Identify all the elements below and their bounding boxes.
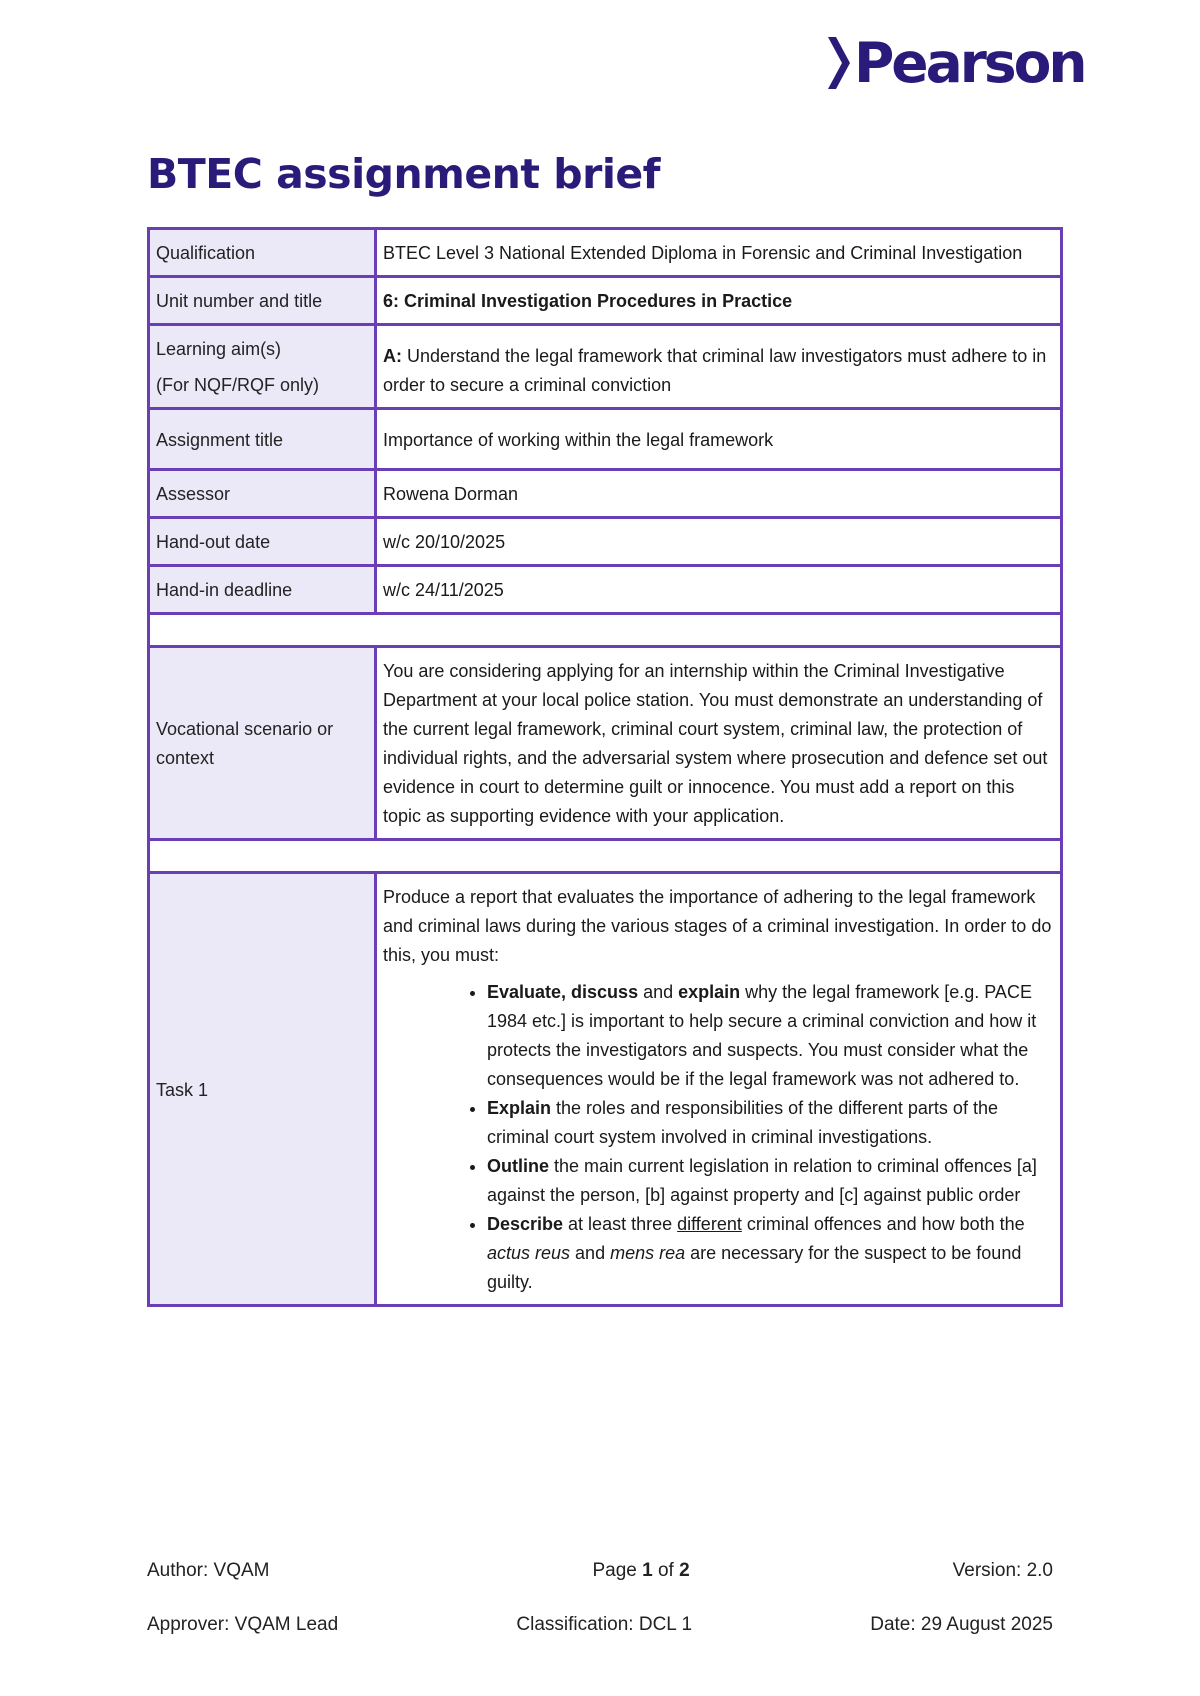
handin-row	[149, 566, 1062, 614]
learning-aims-value	[376, 325, 1062, 409]
footer-version: Version: 2.0	[952, 1560, 1053, 1581]
bullet-keyword: explain	[678, 982, 741, 1002]
page-current: 1	[642, 1560, 653, 1581]
assessor-value: Rowena Dorman	[376, 470, 1062, 518]
pearson-logo	[826, 30, 1085, 96]
assignment-title-row	[149, 409, 1062, 470]
task-bullet-outline	[487, 1152, 1054, 1210]
bullet-italic: mens rea	[610, 1243, 686, 1263]
bullet-keyword: Explain	[487, 1098, 552, 1118]
learning-aims-label-line1: Learning aim(s)	[156, 339, 282, 359]
footer-author: Author: VQAM	[147, 1560, 270, 1581]
learning-aims-row	[149, 325, 1062, 409]
page-prefix: Page	[592, 1560, 643, 1581]
unit-row	[149, 277, 1062, 325]
task-intro: Produce a report that evaluates the importance of adhering to the legal framework and criminal laws during the various stages of a criminal investigation. In order to do this, you must:	[383, 887, 1052, 965]
bullet-text: and	[638, 982, 679, 1002]
learning-aims-label	[149, 325, 376, 409]
assignment-brief-table	[147, 227, 1063, 1307]
bullet-italic: actus reus	[487, 1243, 571, 1263]
handout-row	[149, 518, 1062, 566]
handin-value: w/c 24/11/2025	[376, 566, 1062, 614]
footer-row-2	[147, 1614, 1053, 1636]
pearson-logo-text: Pearson	[854, 30, 1085, 95]
unit-value: 6: Criminal Investigation Procedures in Practice	[376, 277, 1062, 325]
spacer-row	[149, 614, 1062, 647]
handout-value: w/c 20/10/2025	[376, 518, 1062, 566]
task-row	[149, 873, 1062, 1306]
task-bullet-explain	[487, 1094, 1054, 1152]
bullet-text: the roles and responsibilities of the different parts of the criminal court system involved in criminal investigations.	[487, 1098, 998, 1147]
assessor-row	[149, 470, 1062, 518]
bullet-keyword: Describe	[487, 1214, 564, 1234]
pearson-logo-mark-icon	[826, 35, 852, 91]
scenario-value: You are considering applying for an internship within the Criminal Investigative Department at your local police station. You must demonstrate an understanding of the current legal framework, criminal court system, criminal law, the protection of individual rights, and the adversarial system where prosecution and defence set out evidence in court to determine guilt or innocence. You must add a report on this topic as supporting evidence with your application.	[376, 647, 1062, 840]
bullet-text: are necessary for the suspect to be found guilty.	[487, 1243, 1022, 1292]
unit-label: Unit number and title	[149, 277, 376, 325]
task-bullet-describe	[487, 1210, 1054, 1297]
assignment-title-value: Importance of working within the legal framework	[376, 409, 1062, 470]
aim-letter: A:	[383, 346, 402, 366]
bullet-text: why the legal framework [e.g. PACE 1984 etc.] is important to help secure a criminal conviction and how it protects the investigators and suspects. You must consider what the consequences would be if the legal framework was not adhered to.	[487, 982, 1037, 1089]
footer-row-1	[147, 1560, 1053, 1582]
qualification-row	[149, 229, 1062, 277]
bullet-text: criminal offences and how both the	[741, 1214, 1025, 1234]
footer-classification: Classification: DCL 1	[516, 1614, 693, 1635]
spacer-cell	[149, 614, 1062, 647]
bullet-text: the main current legislation in relation to criminal offences [a] against the person, [b] against property and [c] against public order	[487, 1156, 1037, 1205]
bullet-text: and	[570, 1243, 611, 1263]
bullet-keyword: Evaluate, discuss	[487, 982, 639, 1002]
scenario-label: Vocational scenario or context	[149, 647, 376, 840]
bullet-keyword: Outline	[487, 1156, 549, 1176]
assessor-label: Assessor	[149, 470, 376, 518]
task-bullet-evaluate	[487, 978, 1054, 1094]
bullet-underlined: different	[677, 1214, 742, 1234]
spacer-row	[149, 840, 1062, 873]
scenario-row	[149, 647, 1062, 840]
spacer-cell	[149, 840, 1062, 873]
learning-aims-label-line2: (For NQF/RQF only)	[156, 375, 320, 395]
handin-label: Hand-in deadline	[149, 566, 376, 614]
page-of: of	[652, 1560, 680, 1581]
qualification-value: BTEC Level 3 National Extended Diploma in Forensic and Criminal Investigation	[376, 229, 1062, 277]
footer-approver: Approver: VQAM Lead	[147, 1614, 339, 1635]
qualification-label: Qualification	[149, 229, 376, 277]
assignment-title-label: Assignment title	[149, 409, 376, 470]
task-label: Task 1	[149, 873, 376, 1306]
task-content	[376, 873, 1062, 1306]
task-bullet-list	[383, 978, 1054, 1297]
page-total: 2	[679, 1560, 690, 1581]
handout-label: Hand-out date	[149, 518, 376, 566]
footer-date: Date: 29 August 2025	[870, 1614, 1053, 1635]
footer-page	[592, 1560, 689, 1582]
bullet-text: at least three	[563, 1214, 678, 1234]
page-title: BTEC assignment brief	[147, 150, 661, 198]
aim-text: Understand the legal framework that criminal law investigators must adhere to in order to secure a criminal conviction	[383, 346, 1047, 395]
